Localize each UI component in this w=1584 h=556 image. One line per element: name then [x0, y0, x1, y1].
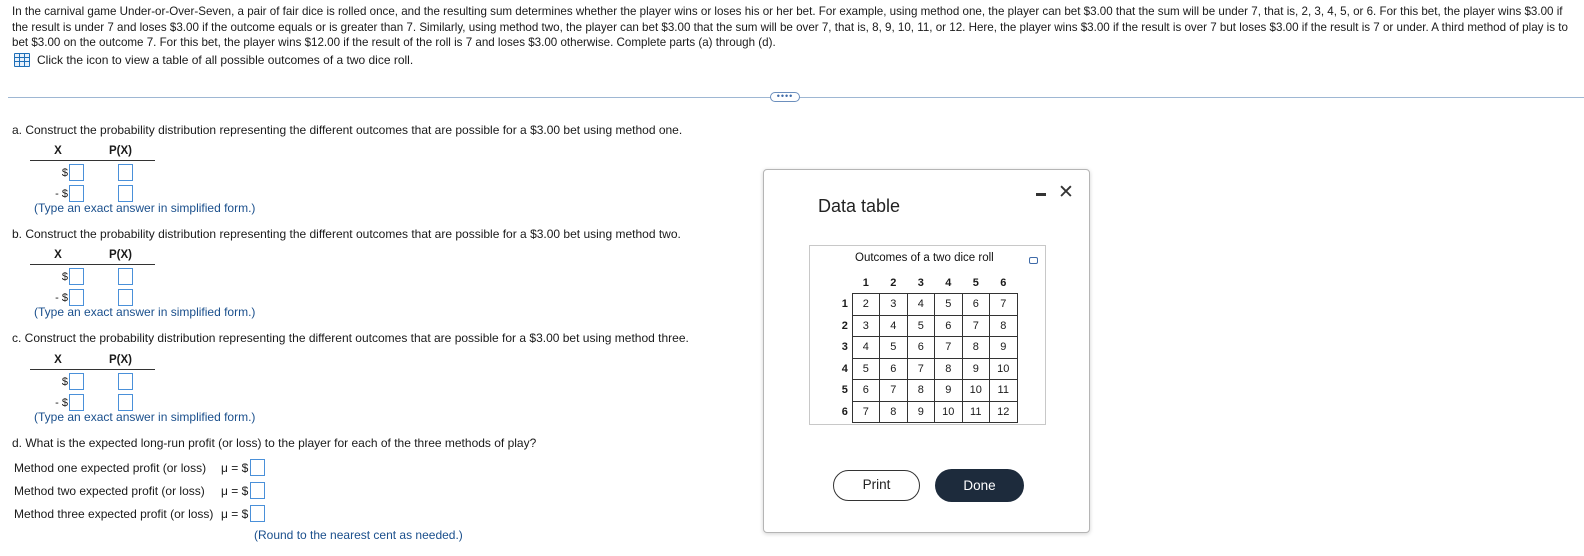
- method-one-label: Method one expected profit (or loss): [14, 460, 207, 475]
- part-c-loss-prob-input[interactable]: [118, 394, 133, 411]
- row-header: 5: [841, 384, 848, 397]
- part-a-distribution-table: [30, 145, 155, 203]
- outcome-cell: 11: [962, 401, 990, 423]
- part-b-loss-x-input[interactable]: [69, 289, 84, 306]
- part-b-loss-prob-input[interactable]: [118, 289, 133, 306]
- column-header: 2: [890, 276, 897, 289]
- part-a-loss-prob-input[interactable]: [118, 185, 133, 202]
- outcomes-table: [838, 272, 1018, 423]
- print-button[interactable]: Print: [833, 470, 920, 501]
- outcome-cell: 7: [852, 401, 880, 423]
- dollar-sign: $: [61, 166, 68, 179]
- outcome-cell: 6: [852, 380, 880, 402]
- px-column-header: P(X): [109, 145, 132, 157]
- data-table-dialog: [763, 169, 1090, 533]
- mu-symbol: μ = $: [221, 483, 249, 498]
- negative-dollar-sign: - $: [55, 187, 68, 200]
- outcomes-row: [838, 315, 1017, 337]
- part-b-hint: (Type an exact answer in simplified form.): [34, 305, 256, 319]
- px-column-header: P(X): [109, 249, 132, 261]
- outcomes-row: [838, 380, 1017, 402]
- outcome-cell: 9: [935, 380, 963, 402]
- distribution-row-win: [30, 267, 155, 286]
- method-three-profit-input[interactable]: [250, 505, 265, 522]
- problem-statement: In the carnival game Under-or-Over-Seven, a pair of fair dice is rolled once, and the resulting sum determines whether the player wins or loses his or her bet. For example, using method one, the player can bet $3.00 that the sum will be under 7, that is, 2, 3, 4, 5, or 6. For this bet, the player wins $3.00 if the result is under 7 and loses $3.00 if the outcome equals or is greater than 7. Similarly, using method two, the player can bet $3.00 that the sum will be over 7, that is, 8, 9, 10, 11, or 12. Here, the player wins $3.00 if the result is over 7 but loses $3.00 if the result is 7 or under. A third method of play is to bet $3.00 on the outcome 7. For this bet, the player wins $12.00 if the result of the roll is 7 and loses $3.00 otherwise. Complete parts (a) through (d).: [12, 5, 1568, 49]
- part-a-loss-x-input[interactable]: [69, 185, 84, 202]
- outcome-cell: 8: [935, 358, 963, 380]
- part-c-question: c. Construct the probability distribution representing the different outcomes that are possible for a $3.00 bet using method three.: [12, 331, 689, 345]
- part-c-win-x-input[interactable]: [69, 373, 84, 390]
- expand-more-button[interactable]: ••••: [770, 92, 800, 102]
- outcome-cell: 12: [990, 401, 1018, 423]
- outcome-cell: 7: [962, 315, 990, 337]
- outcome-cell: 8: [907, 380, 935, 402]
- outcome-cell: 5: [935, 294, 963, 316]
- part-a-win-prob-input[interactable]: [118, 164, 133, 181]
- outcome-cell: 3: [880, 294, 908, 316]
- part-d-question: d. What is the expected long-run profit (or loss) to the player for each of the three methods of play?: [12, 436, 537, 450]
- outcome-cell: 6: [962, 294, 990, 316]
- outcome-cell: 5: [907, 315, 935, 337]
- outcome-cell: 7: [880, 380, 908, 402]
- method-one-profit-input[interactable]: [250, 459, 265, 476]
- done-button[interactable]: Done: [935, 469, 1024, 502]
- method-two-row: [14, 482, 265, 499]
- column-header: 6: [1000, 276, 1007, 289]
- outcomes-header-row: [838, 272, 1017, 294]
- outcomes-table-frame: [809, 245, 1046, 425]
- column-header: 3: [917, 276, 924, 289]
- x-column-header: X: [54, 249, 62, 261]
- outcome-cell: 11: [990, 380, 1018, 402]
- column-header: 1: [862, 276, 869, 289]
- method-three-row: [14, 505, 265, 522]
- method-two-label: Method two expected profit (or loss): [14, 483, 205, 498]
- outcome-cell: 8: [962, 337, 990, 359]
- row-header: 6: [841, 405, 848, 418]
- outcome-cell: 10: [935, 401, 963, 423]
- distribution-row-win: [30, 372, 155, 391]
- outcome-cell: 4: [852, 337, 880, 359]
- outcome-cell: 3: [852, 315, 880, 337]
- row-header: 3: [841, 341, 848, 354]
- part-b-question: b. Construct the probability distribution representing the different outcomes that are possible for a $3.00 bet using method two.: [12, 227, 681, 241]
- column-header: 5: [972, 276, 979, 289]
- row-header: 4: [841, 362, 848, 375]
- outcome-cell: 5: [880, 337, 908, 359]
- outcomes-row: [838, 337, 1017, 359]
- outcome-cell: 9: [907, 401, 935, 423]
- column-header: 4: [945, 276, 952, 289]
- outcome-cell: 10: [962, 380, 990, 402]
- part-a-question: a. Construct the probability distribution representing the different outcomes that are possible for a $3.00 bet using method one.: [12, 123, 683, 137]
- method-two-profit-input[interactable]: [250, 482, 265, 499]
- outcomes-table-link[interactable]: [14, 53, 413, 67]
- outcome-cell: 2: [852, 294, 880, 316]
- minimize-icon[interactable]: [1036, 193, 1046, 196]
- mu-symbol: μ = $: [221, 460, 249, 475]
- part-a-hint: (Type an exact answer in simplified form.): [34, 201, 256, 215]
- outcome-cell: 7: [990, 294, 1018, 316]
- part-c-hint: (Type an exact answer in simplified form.): [34, 410, 256, 424]
- outcome-cell: 6: [935, 315, 963, 337]
- outcome-cell: 9: [990, 337, 1018, 359]
- x-column-header: X: [54, 354, 62, 366]
- method-one-row: [14, 459, 265, 476]
- negative-dollar-sign: - $: [55, 291, 68, 304]
- table-grid-icon[interactable]: [14, 53, 30, 67]
- distribution-row-win: [30, 163, 155, 182]
- outcomes-row: [838, 294, 1017, 316]
- outcome-cell: 4: [907, 294, 935, 316]
- outcomes-row: [838, 401, 1017, 423]
- part-b-distribution-table: [30, 249, 155, 307]
- x-column-header: X: [54, 145, 62, 157]
- part-c-loss-x-input[interactable]: [69, 394, 84, 411]
- outcome-cell: 8: [990, 315, 1018, 337]
- part-a-win-x-input[interactable]: [69, 164, 84, 181]
- row-header: 1: [841, 298, 848, 311]
- method-three-label: Method three expected profit (or loss): [14, 506, 214, 521]
- dollar-sign: $: [61, 270, 68, 283]
- table-corner: [838, 272, 852, 294]
- dialog-title: Data table: [818, 196, 901, 216]
- outcome-cell: 10: [990, 358, 1018, 380]
- px-column-header: P(X): [109, 354, 132, 366]
- row-header: 2: [841, 319, 848, 332]
- dollar-sign: $: [61, 375, 68, 388]
- close-icon[interactable]: ✕: [1058, 182, 1074, 203]
- outcome-cell: 7: [907, 358, 935, 380]
- outcome-cell: 9: [962, 358, 990, 380]
- round-hint: (Round to the nearest cent as needed.): [254, 528, 463, 542]
- part-b-win-x-input[interactable]: [69, 268, 84, 285]
- table-caption: Outcomes of a two dice roll: [855, 252, 994, 264]
- outcome-cell: 4: [880, 315, 908, 337]
- negative-dollar-sign: - $: [55, 396, 68, 409]
- outcome-cell: 6: [880, 358, 908, 380]
- copy-table-icon[interactable]: [1029, 257, 1038, 264]
- outcome-cell: 7: [935, 337, 963, 359]
- outcome-cell: 5: [852, 358, 880, 380]
- part-c-win-prob-input[interactable]: [118, 373, 133, 390]
- part-c-distribution-table: [30, 354, 155, 412]
- outcomes-table-link-label: Click the icon to view a table of all possible outcomes of a two dice roll.: [37, 53, 414, 67]
- outcome-cell: 6: [907, 337, 935, 359]
- outcome-cell: 8: [880, 401, 908, 423]
- mu-symbol: μ = $: [221, 506, 249, 521]
- part-b-win-prob-input[interactable]: [118, 268, 133, 285]
- outcomes-row: [838, 358, 1017, 380]
